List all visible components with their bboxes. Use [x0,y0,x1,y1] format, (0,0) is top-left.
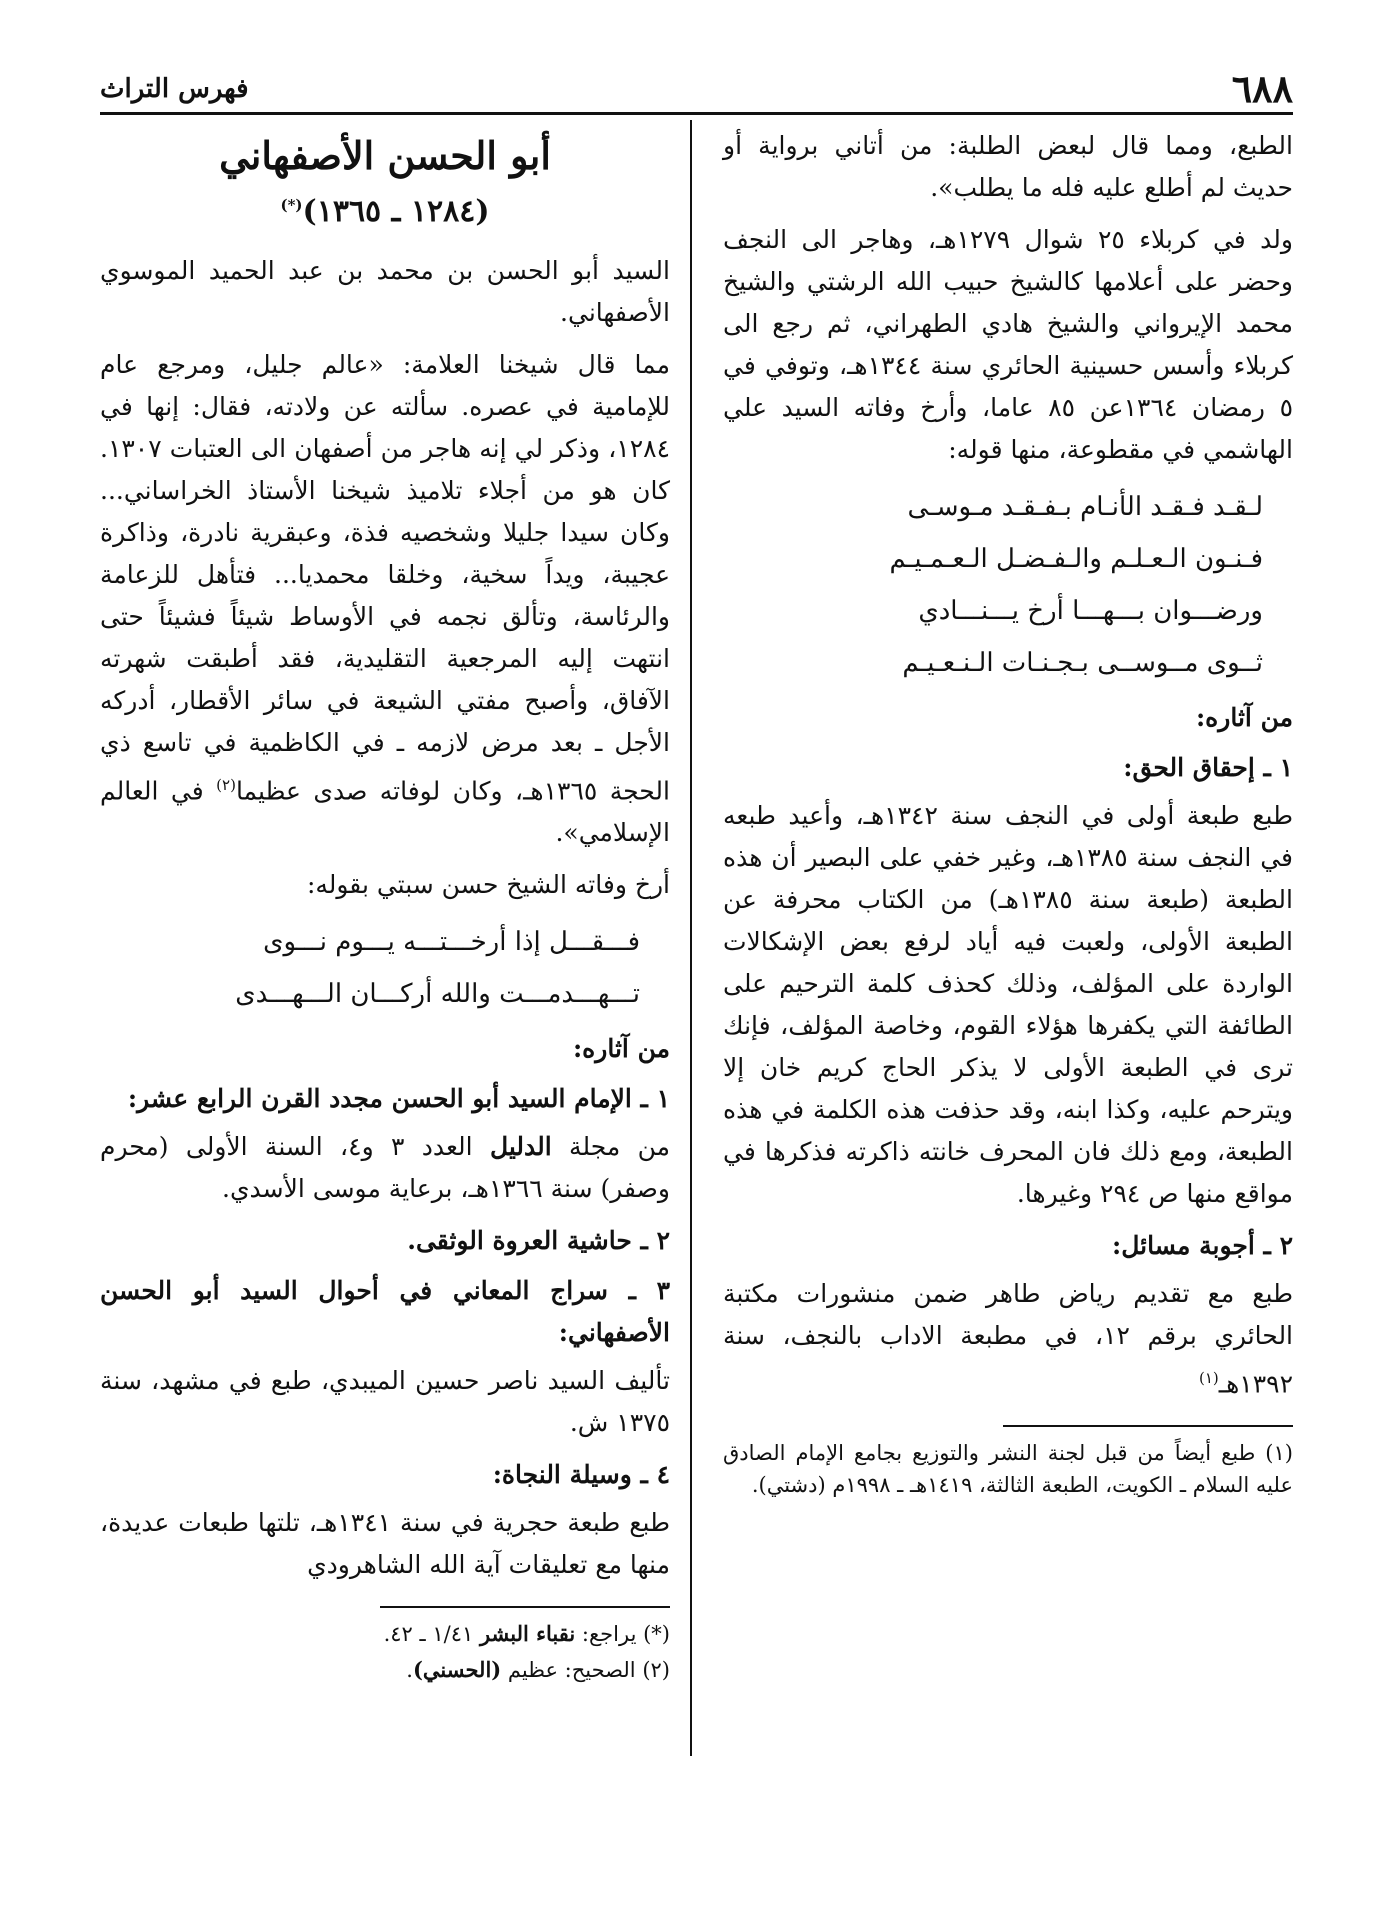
work-description: طبع طبعة أولى في النجف سنة ١٣٤٢هـ، وأعيد طبعه في النجف سنة ١٣٨٥هـ، وغير خفي على البصير أن هذه الطبعة (طبعة سنة ١٣٨٥هـ) من الكتاب محرفة عن الطبعة الأولى، ولعبت فيه أياد لرفع بعض الإشكالات الواردة على المؤلف، وذلك كحذف كلمة الترحيم على الطائفة التي يكفرها هؤلاء القوم، وخاصة المؤلف، فإنك ترى في الطبعة الأولى لا يذكر الحاج كريم خان إلا ويترحم عليه، وكذا ابنه، وقد حذفت هذه الكلمة في هذه الطبعة، ومع ذلك فان المحرف خانته ذاكرته فذكرها في مواقع منها ص ٢٩٤ وغيرها. [723,801,1293,1208]
footnote-ref[interactable]: (١) [1198,1369,1219,1387]
right-column [723,125,1293,1505]
footnote [100,1654,670,1686]
footnote [723,1437,1293,1501]
footnote-marker: (٢) [642,1658,670,1683]
verse-line: لـقـد فـقـد الأنـام بـفـقـد مـوسـى [907,492,1263,522]
work-title: ٢ ـ أجوبة مسائل: [1112,1231,1293,1260]
verse-line: ثــوى مــوســى بـجـنـات الـنـعـيـم [902,648,1263,678]
entry-dates [100,185,670,232]
work-title: ٣ ـ سراج المعاني في أحوال السيد أبو الحسن الأصفهاني: [100,1276,670,1348]
work-title: ٢ ـ حاشية العروة الوثقى. [407,1226,670,1256]
footnote-rule [380,1606,670,1608]
footnote-text: يراجع: [575,1622,637,1647]
footnote [100,1618,670,1650]
footnote-text: الصحيح: عظيم [501,1658,636,1683]
work-description: تأليف السيد ناصر حسين الميبدي، طبع في مشهد، سنة ١٣٧٥ ش. [100,1366,670,1438]
work-description [100,1126,670,1210]
work-text: من مجلة [551,1132,671,1162]
footnote-text: طبع أيضاً من قبل لجنة النشر والتوزيع بجامع الإمام الصادق عليه السلام ـ الكويت، الطبعة الثالثة، ١٤١٩هـ ـ ١٩٩٨م (دشتي). [723,1441,1293,1498]
page-number: ٦٨٨ [1231,66,1293,111]
left-column [100,125,670,1690]
work-text: العدد ٣ و٤، السنة الأولى (محرم وصفر) سنة ١٣٦٦هـ، برعاية موسى الأسدي. [100,1132,670,1204]
footnote-text: . [406,1658,413,1683]
page-header [100,66,1293,116]
work-description [723,1273,1293,1405]
footnote-marker: (*) [643,1622,670,1647]
works-heading: من آثاره: [572,1034,670,1064]
verse-line: فـــقـــل إذا أرخـــتـــه يـــوم نـــوى [263,927,640,958]
work-title: ٤ ـ وسيلة النجاة: [492,1460,670,1490]
verse-line: ورضـــوان بـــهـــا أرخ يـــنـــادي [918,596,1263,626]
quote-end: في العالم الإسلامي». [100,776,670,848]
verse-line: فـنـون الـعـلـم والـفـضـل الـعـمـيـم [889,544,1263,574]
full-name: السيد أبو الحسن بن محمد بن عبد الحميد الموسوي الأصفهاني. [100,256,670,327]
intro-paragraph: الطبع، ومما قال لبعض الطلبة: من أتاني برواية أو حديث لم أطلع عليه فله ما يطلب». [723,131,1293,202]
dates-text: (١٢٨٤ ـ ١٣٦٥) [302,194,490,229]
footnotes [723,1437,1293,1501]
footnote-correction: (الحسني) [412,1657,502,1683]
running-head: فهرس التراث [100,74,249,104]
footnote-text: ١/٤١ ـ ٤٢. [383,1622,480,1647]
footnote-rule [1003,1425,1293,1427]
quote-text: مما قال شيخنا العلامة: «عالم جليل، ومرجع عام للإمامية في عصره. سألته عن ولادته، فقال: إنها في ١٢٨٤، وذكر لي إنه هاجر من أصفهان الى العتبات ١٣٠٧. كان هو من أجلاء تلاميذ شيخنا الأستاذ الخراساني... وكان سيدا جليلا وشخصيه فذة، وعبقرية نادرة، وذاكرة عجيبة، ويداً سخية، وخلقا محمديا... فتأهل للزعامة والرئاسة، وتألق نجمه في الأوساط شيئاً فشيئاً حتى انتهت إليه المرجعية التقليدية، فقد أطبقت شهرته الآفاق، وأصبح مفتي الشيعة في سائر الأقطار، أدركه الأجل ـ بعد مرض لازمه ـ في الكاظمية في تاسع ذي الحجة ١٣٦٥هـ، وكان لوفاته صدى عظيما [100,350,670,806]
footnotes [100,1618,670,1686]
work-title: ١ ـ إحقاق الحق: [1123,753,1293,782]
work-text: طبع مع تقديم رياض طاهر ضمن منشورات مكتبة الحائري برقم ١٢، في مطبعة الاداب بالنجف، سنة ١٣٩٢هـ [723,1279,1294,1399]
entry-title: أبو الحسن الأصفهاني [219,133,551,178]
work-description: طبع طبعة حجرية في سنة ١٣٤١هـ، تلتها طبعات عديدة، منها مع تعليقات آية الله الشاهرودي [100,1508,670,1580]
column-divider [690,120,692,1756]
journal-name: الدليل [489,1132,552,1162]
bio-paragraph: ولد في كربلاء ٢٥ شوال ١٢٧٩هـ، وهاجر الى النجف وحضر على أعلامها كالشيخ حبيب الله الرشتي والشيخ محمد الإيرواني والشيخ هادي الطهراني، ثم رجع الى كربلاء وأسس حسينية الحائري سنة ١٣٤٤هـ، وتوفي في ٥ رمضان ١٣٦٤عن ٨٥ عاما، وأرخ وفاته السيد علي الهاشمي في مقطوعة، منها قوله: [723,225,1293,464]
footnote-source: نقباء البشر [479,1621,576,1647]
verse-line: تـــهـــدمـــت والله أركـــان الـــهـــدى [235,979,640,1010]
footnote-ref[interactable]: (٢) [216,776,236,794]
quote-paragraph [100,344,670,854]
works-heading: من آثاره: [1195,703,1293,732]
work-title: ١ ـ الإمام السيد أبو الحسن مجدد القرن الرابع عشر: [127,1084,670,1114]
footnote-ref[interactable]: (*) [280,196,303,214]
footnote-marker: (١) [1265,1441,1293,1466]
header-rule [100,112,1293,115]
elegy-intro: أرخ وفاته الشيخ حسن سبتي بقوله: [306,870,670,900]
